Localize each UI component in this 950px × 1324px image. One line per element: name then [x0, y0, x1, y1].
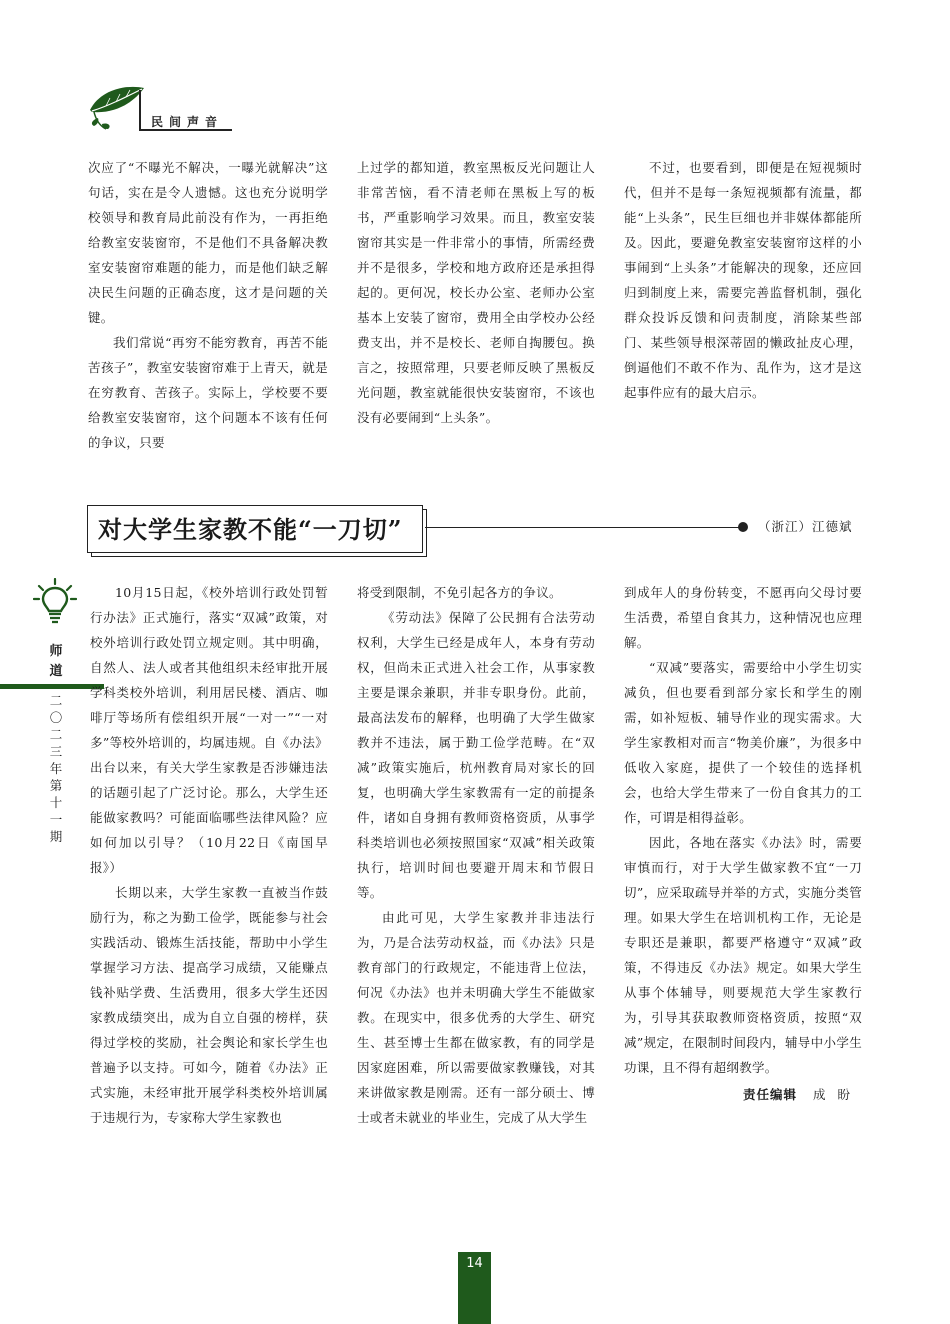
paragraph: 由此可见，大学生家教并非违法行为，乃是合法劳动权益，而《办法》只是教育部门的行政规定，不能违背上位法，何况《办法》也并未明确大学生不能做家教。在现实中，很多优秀的大学生、研究生、甚至博士生都在做家教，有的同学是因家庭困难，所以需要做家教赚钱，对其来讲做家教是刚需。还有一部分硕士、博士或者未就业的毕业生，完成了从大学生 — [357, 910, 595, 1125]
header-vertical-rule — [139, 90, 141, 131]
paragraph: 不过，也要看到，即便是在短视频时代，但并不是每一条短视频都有流量，都能“上头条”，民生巨细也并非媒体都能所及。因此，要避免教室安装窗帘这样的小事闹到“上头条”才能解决的现象，还应回归到制度上来，需要完善监督机制，强化群众投诉反馈和问责制度，消除某些部门、某些领导根深蒂固的懒政扯皮心理，倒逼他们不敢不作为、乱作为，这才是这起事件应有的最大启示。 — [624, 160, 862, 400]
bullet-dot-icon — [738, 522, 748, 532]
paragraph: 我们常说“再穷不能穷教育，再苦不能苦孩子”，教室安装窗帘难于上青天，就是在穷教育、苦孩子。实际上，学校要不要给教室安装窗帘，这个问题本不该有任何的争议，只要 — [88, 335, 328, 450]
top-article-column-1 — [88, 155, 328, 455]
paragraph: 10月15日起，《校外培训行政处罚暂行办法》正式施行，落实“双减”政策，对校外培训行政处罚立规定则。其中明确，自然人、法人或者其他组织未经审批开展学科类校外培训，利用居民楼、酒店、咖啡厅等场所有偿组织开展“一对一”“一对多”等校外培训的，均属违规。自《办法》出台以来，有关大学生家教是否涉嫌违法的话题引起了广泛讨论。那么，大学生还能做家教吗？可能面临哪些法律风险？应如何加以引导？（10月22日《南国早报》） — [90, 585, 328, 875]
editor-name: 成盼 — [812, 1087, 862, 1102]
paragraph: 次应了“不曝光不解决，一曝光就解决”这句话，实在是令人遗憾。这也充分说明学校领导和教育局此前没有作为，一再拒绝给教室安装窗帘，不是他们不具备解决教室安装窗帘难题的能力，而是他们缺乏解决民生问题的正确态度，这才是问题的关键。 — [88, 160, 328, 325]
lightbulb-icon — [33, 578, 77, 626]
top-article-column-3 — [624, 155, 862, 405]
article-column-2 — [357, 580, 595, 1130]
section-label: 民间声音 — [151, 115, 224, 129]
editor-label: 责任编辑 — [742, 1087, 797, 1102]
paragraph: 《劳动法》保障了公民拥有合法劳动权利，大学生已经是成年人，本身有劳动权，但尚未正式进入社会工作，从事家教主要是课余兼职，并非专职身份。此前，最高法发布的解释，也明确了大学生做家教并不违法，属于勤工俭学范畴。在“双减”政策实施后，杭州教育局对家长的回复，也明确大学生家教需有一定的前提条件，诸如自身拥有教师资格资质，从事学科类培训也必须按照国家“双减”相关政策执行，培训时间也要避开周末和节假日等。 — [357, 610, 595, 900]
article-author: （浙江）江德斌 — [758, 519, 853, 534]
margin-green-bar — [0, 684, 104, 689]
top-article-column-2 — [357, 155, 595, 430]
paragraph: 到成年人的身份转变，不愿再向父母讨要生活费，希望自食其力，这种情况也应理解。 — [624, 585, 862, 650]
margin-column-name: 师道 — [49, 644, 63, 679]
page-number: 14 — [466, 1256, 483, 1271]
article-column-1 — [90, 580, 328, 1130]
paragraph: 上过学的都知道，教室黑板反光问题让人非常苦恼，看不清老师在黑板上写的板书，严重影响学习效果。而且，教室安装窗帘其实是一件非常小的事情，所需经费并不是很多，学校和地方政府还是承担得起的。更何况，校长办公室、老师办公室基本上安装了窗帘，费用全由学校办公经费支出，并不是校长、老师自掏腰包。换言之，按照常理，只要老师反映了黑板反光问题，教室就能很快安装窗帘，不该也没有必要闹到“上头条”。 — [357, 160, 595, 425]
paragraph: 将受到限制，不免引起各方的争议。 — [357, 585, 562, 600]
article-column-3 — [624, 580, 862, 1107]
margin-issue-date: 二〇二三年第十一期 — [49, 693, 63, 844]
title-divider-line — [425, 527, 743, 528]
leaf-logo-icon — [86, 80, 146, 130]
header-rule — [140, 129, 232, 131]
paragraph: “双减”要落实，需要给中小学生切实减负，但也要看到部分家长和学生的刚需，如补短板、辅导作业的现实需求。大学生家教相对而言“物美价廉”，为很多中低收入家庭，提供了一个较佳的选择机会，也给大学生带来了一份自食其力的工作，可谓是相得益彰。 — [624, 660, 862, 825]
article-title: 对大学生家教不能“一刀切” — [98, 515, 403, 544]
paragraph: 长期以来，大学生家教一直被当作鼓励行为，称之为勤工俭学，既能参与社会实践活动、锻炼生活技能，帮助中小学生掌握学习方法、提高学习成绩，又能赚点钱补贴学费、生活费用，很多大学生还因家教成绩突出，成为自立自强的榜样，获得过学校的奖励，社会舆论和家长学生也普遍予以支持。可如今，随着《办法》正式实施，未经审批开展学科类校外培训属于违规行为，专家称大学生家教也 — [90, 885, 328, 1125]
editor-credit — [624, 1082, 862, 1107]
paragraph: 因此，各地在落实《办法》时，需要审慎而行，对于大学生做家教不宜“一刀切”，应采取疏导并举的方式，实施分类管理。如果大学生在培训机构工作，无论是专职还是兼职，都要严格遵守“双减”政策，不得违反《办法》规定。如果大学生从事个体辅导，则要规范大学生家教行为，引导其获取教师资格资质，按照“双减”规定，在限制时间段内，辅导中小学生功课，且不得有超纲教学。 — [624, 835, 862, 1075]
